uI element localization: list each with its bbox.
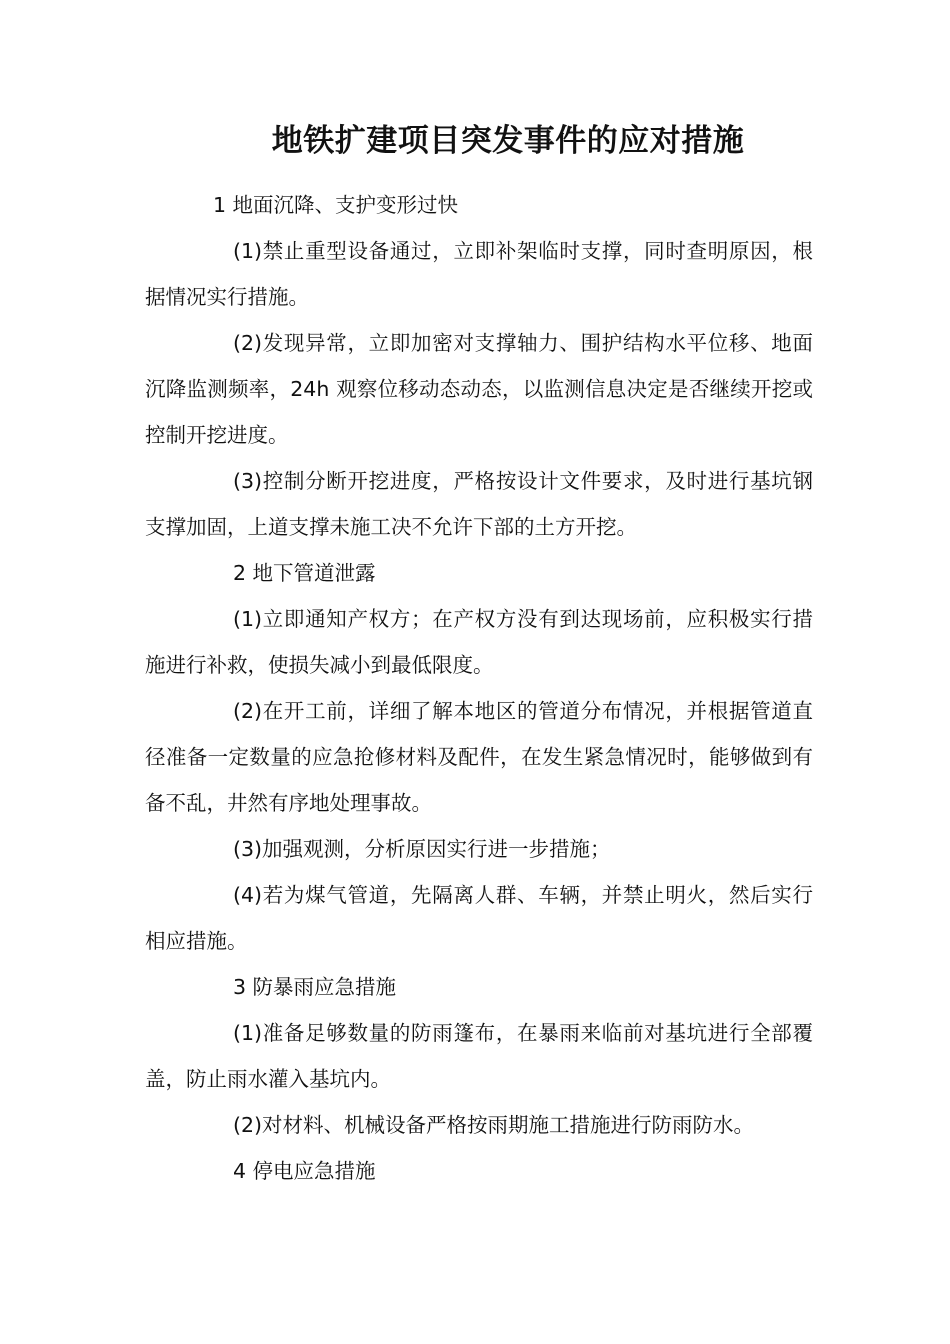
paragraph: (2)对材料、机械设备严格按雨期施工措施进行防雨防水。: [233, 1113, 755, 1137]
section-heading: 1 地面沉降、支护变形过快: [213, 193, 459, 217]
paragraph: (1)禁止重型设备通过，立即补架临时支撑，同时查明原因，根据情况实行措施。: [145, 239, 813, 309]
paragraph: (3)加强观测，分析原因实行进一步措施；: [233, 837, 611, 861]
paragraph: (1)准备足够数量的防雨篷布，在暴雨来临前对基坑进行全部覆盖，防止雨水灌入基坑内。: [145, 1021, 813, 1091]
section-heading: 4 停电应急措施: [233, 1159, 376, 1183]
section-heading: 3 防暴雨应急措施: [233, 975, 397, 999]
document-title: 地铁扩建项目突发事件的应对措施: [271, 123, 745, 159]
section-heading: 2 地下管道泄露: [233, 561, 376, 585]
paragraph: (4)若为煤气管道，先隔离人群、车辆，并禁止明火，然后实行相应措施。: [145, 883, 813, 953]
document-body: [145, 182, 813, 1194]
paragraph: (1)立即通知产权方；在产权方没有到达现场前，应积极实行措施进行补救，使损失减小到最低限度。: [145, 607, 813, 677]
paragraph: (3)控制分断开挖进度，严格按设计文件要求，及时进行基坑钢支撑加固，上道支撑未施工决不允许下部的土方开挖。: [145, 469, 813, 539]
paragraph: (2)发现异常，立即加密对支撑轴力、围护结构水平位移、地面沉降监测频率，24h 观察位移动态动态，以监测信息决定是否继续开挖或控制开挖进度。: [145, 331, 813, 447]
paragraph: (2)在开工前，详细了解本地区的管道分布情况，并根据管道直径准备一定数量的应急抢修材料及配件，在发生紧急情况时，能够做到有备不乱，井然有序地处理事故。: [145, 699, 813, 815]
